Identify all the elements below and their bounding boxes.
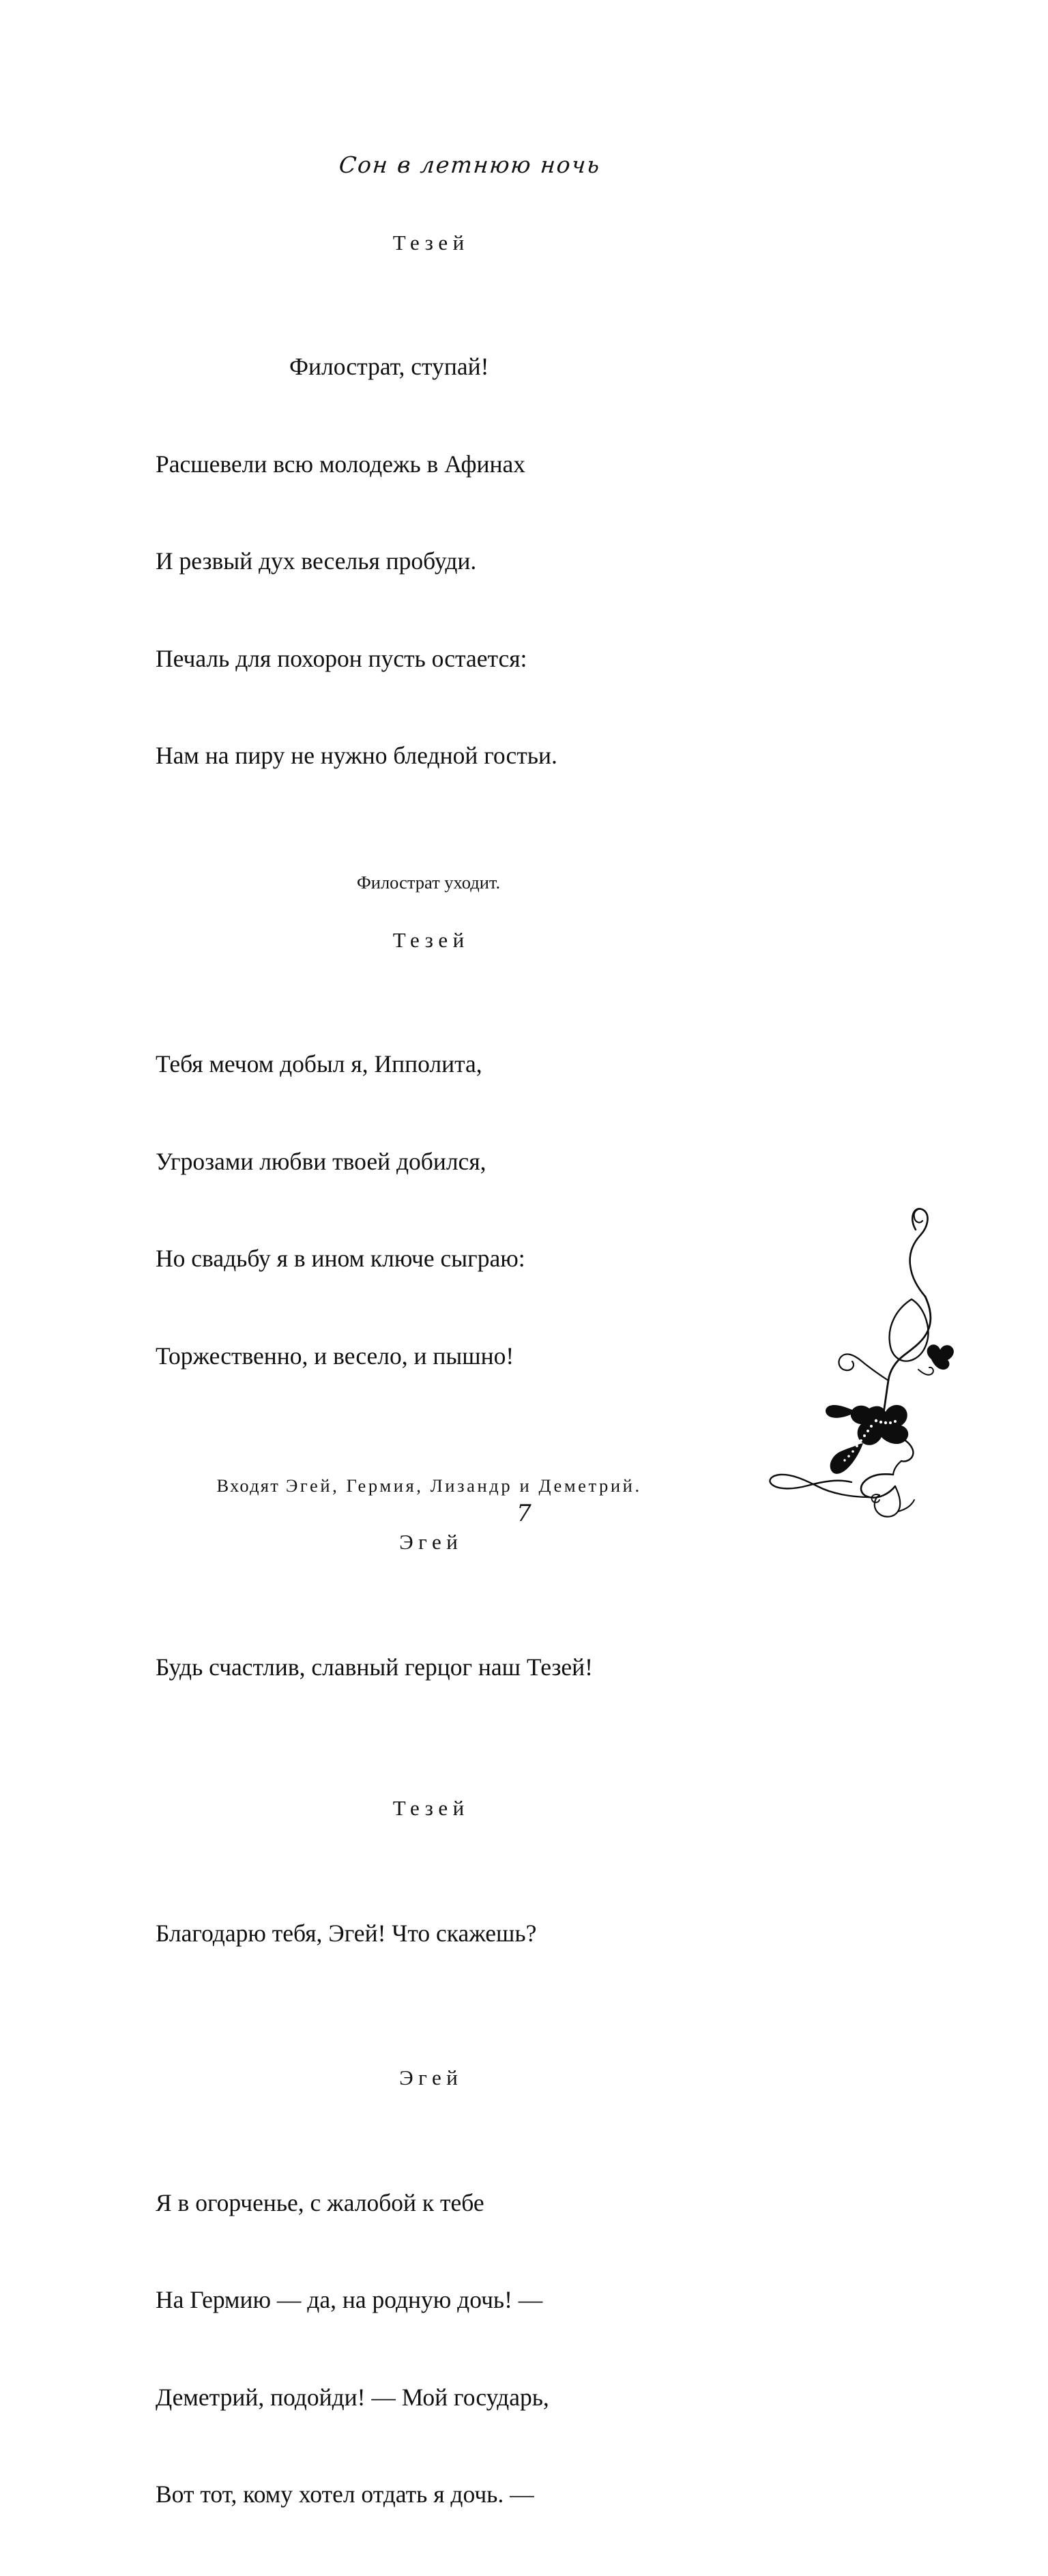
verse-block-2 xyxy=(156,983,701,1437)
speaker-heading-egeus-2: Эгей xyxy=(399,2065,463,2089)
verse-line: Вот тот, кому хотел отдать я дочь. — xyxy=(156,2480,534,2508)
speaker-heading-thesus-3: Тезей xyxy=(392,1796,469,1820)
verse-line: Благодарю тебя, Эгей! Что скажешь? xyxy=(156,1920,537,1947)
text-column xyxy=(156,232,701,2576)
verse-line: Я в огорченье, с жалобой к тебе xyxy=(156,2188,484,2216)
verse-line: Тебя мечом добыл я, Ипполита, xyxy=(156,1050,482,1077)
verse-line: Деметрий, подойди! — Мой государь, xyxy=(156,2383,549,2411)
verse-block-3 xyxy=(156,1587,701,1749)
verse-line: Но свадьбу я в ином ключе сыграю: xyxy=(156,1245,525,1272)
verse-line: Расшевели всю молодежь в Афинах xyxy=(156,450,525,478)
verse-block-1 xyxy=(156,286,701,837)
verse-line: Будь счастлив, славный герцог наш Тезей! xyxy=(156,1653,593,1681)
running-head: Сон в летнюю ночь xyxy=(338,151,602,178)
verse-block-4 xyxy=(156,1853,701,2015)
page-number: 7 xyxy=(516,1500,532,1527)
stage-direction-prefix: Входят xyxy=(216,1475,286,1496)
verse-line: Нам на пиру не нужно бледной гостьи. xyxy=(156,742,557,769)
verse-line: Филострат, ступай! xyxy=(289,353,489,380)
speaker-heading-thesus-2: Тезей xyxy=(392,928,469,952)
verse-line: На Гермию — да, на родную дочь! — xyxy=(156,2286,543,2313)
verse-line: Угрозами любви твоей добился, xyxy=(156,1147,486,1175)
stage-direction-exit-philostrate: Филострат уходит. xyxy=(356,871,501,893)
speaker-heading-egeus-1: Эгей xyxy=(399,1529,463,1554)
verse-block-5 xyxy=(156,2122,701,2576)
verse-line: Печаль для похорон пусть остается: xyxy=(156,644,527,672)
stage-direction-enter-characters xyxy=(156,1477,701,1495)
verse-line: Торжественно, и весело, и пышно! xyxy=(156,1342,514,1370)
speaker-heading-thesus-1: Тезей xyxy=(392,231,469,255)
verse-line: И резвый дух веселья пробуди. xyxy=(156,547,477,575)
floral-vine-ornament xyxy=(742,1189,1029,1537)
stage-direction-names: Эгей, Гермия, Лизандр и Деметрий. xyxy=(285,1475,642,1496)
